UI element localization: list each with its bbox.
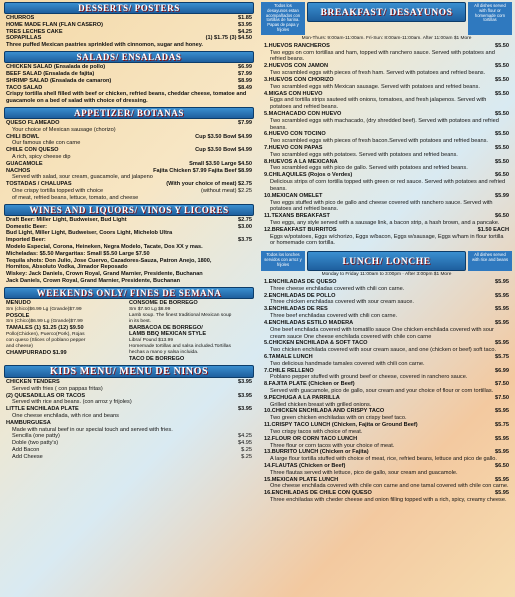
line-text: Domestic Beer:	[6, 223, 48, 230]
item-description: Eggs and tortilla strips sauteed with onions, tomatoes, and fresh jalapenos. Served with potatoes and refried beans.	[270, 97, 487, 111]
item-price: $7.50	[495, 394, 509, 401]
line-price: Fajita Chicken $7.99 Fajita Beef $8.99	[153, 167, 252, 174]
salad-item	[6, 78, 252, 85]
appetizer-line	[6, 140, 252, 147]
item-description: Two scrambled eggs with pieces of fresh ham. Served with potatoes and refried beans.	[270, 70, 486, 77]
item-description: Served with guacamole, pico de gallo, sour cream and your choice of flour or corn tortillas.	[270, 388, 494, 395]
breakfast-hours: Mon-Thurs: 9:00am-11:00am. Fri-Sun: 8:00am-11:00am. After 11:00am $1 More	[301, 35, 472, 41]
item-description: Three cheese enchiladas covered with chili con carne.	[270, 285, 405, 292]
weekend-line: CONSOME DE BORREGO	[129, 299, 198, 306]
breakfast-header	[261, 2, 512, 35]
line-text: Wiskey: Jack Daniels, Crown Royal, Grand Marnier, Presidente, Buchanan	[6, 271, 203, 278]
item-note: Three puffed Mexican pastries sprinkled with cinnomon, sugar and honey.	[6, 42, 203, 49]
item-name: 14.FLAUTAS (Chicken or Beef)	[264, 462, 346, 469]
lunch-section	[258, 279, 515, 504]
lunch-item	[264, 449, 509, 456]
line-price: $4.95	[238, 440, 252, 447]
item-price: $6.50	[495, 462, 509, 469]
line-text: Imported Beer:	[6, 237, 46, 244]
kids-line	[6, 440, 252, 447]
breakfast-item	[264, 91, 509, 98]
appetizer-line	[6, 154, 252, 161]
item-name: 16.ENCHILADAS DE CHILE CON QUESO	[264, 490, 372, 497]
lunch-item	[264, 340, 509, 347]
item-price: $5.50	[495, 76, 509, 83]
breakfast-item	[264, 172, 509, 179]
item-price: $6.99	[495, 367, 509, 374]
line-price: $3.95	[238, 406, 252, 413]
wine-line	[6, 217, 252, 224]
line-price: $3.95	[238, 392, 252, 399]
line-text: Tequila shots: Don Julio, Jose Cuervo, Cazadores-Sauza, Patron Anejo, 1800,	[6, 257, 212, 264]
item-price: $5.50	[495, 42, 509, 49]
item-description: Three enchiladas with cheder cheese and onion filling topped with a rich, spicy, creamy cheese.	[270, 497, 507, 504]
appetizer-line	[6, 168, 252, 175]
item-name: 2.HUEVOS CON JAMON	[264, 63, 329, 70]
item-name: 10.CHICKEN ENCHILADA AND CRISPY TACO	[264, 408, 385, 415]
appetizer-line	[6, 147, 252, 154]
item-price: $1.50 EACH	[477, 226, 509, 233]
item-price: $5.75	[495, 422, 509, 429]
kids-line	[6, 379, 252, 386]
lunch-tag-right: All dishes served with rice and beans	[468, 251, 512, 271]
item-price: $5.95	[495, 279, 509, 286]
wine-line	[6, 237, 252, 244]
line-price: $.25	[241, 447, 252, 454]
item-price: $5.50	[495, 145, 509, 151]
appetizer-line	[6, 181, 252, 188]
item-name: 5.CHICKEN ENCHILADA & SOFT TACO	[264, 340, 368, 347]
wine-line	[6, 244, 252, 251]
item-description: Two scrambled eggs with potatoes. Served with potatoes and refried beans.	[270, 151, 458, 158]
weekend-line: TACO DE BORREGO	[129, 356, 185, 363]
item-description: Three flautas served with lettuce, pico de gallo, sour cream and guacamole.	[270, 469, 458, 476]
item-price: $6.50	[495, 172, 509, 179]
lunch-banner: LUNCH/ LONCHE	[307, 251, 466, 271]
item-description: Two delicious handmade tamales covered with chili con carne.	[270, 360, 425, 367]
line-text: Draft Beer: Miller Light, Budweiser, Bud Light	[6, 216, 127, 223]
line-text: Doble (two patty's)	[12, 440, 59, 447]
item-price: $7.50	[495, 381, 509, 388]
item-description: Two eggs, any style served with a sausage link, a bacon strip, a hash brown, and a pancake.	[270, 219, 500, 226]
weekend-line: Pollo(Chicken), Puerco(Pork), Rojas	[6, 332, 85, 338]
appetizer-line	[6, 161, 252, 168]
item-price: $3.95	[238, 21, 252, 28]
appetizer-line	[6, 134, 252, 141]
wines-banner: WINES AND LIQUORS/ VINOS Y LICORES	[4, 204, 254, 216]
item-name: 11.CRISPY TACO LUNCH (Chicken, Fajita or Ground Beef)	[264, 422, 418, 429]
item-description: Grilled chicken breast with grilled onions.	[270, 401, 372, 408]
appetizer-line	[6, 174, 252, 181]
item-name: 8.FAJITA PLATE (Chicken or Beef)	[264, 381, 355, 388]
breakfast-item	[264, 43, 509, 50]
lunch-item	[264, 279, 509, 286]
breakfast-item	[264, 159, 509, 166]
salad-item	[6, 85, 252, 92]
item-name: 10.MEXICAN OMELET	[264, 192, 323, 199]
line-text: TOSTADAS / CHALUPAS	[6, 181, 72, 188]
wines-section	[0, 217, 258, 285]
dessert-item	[6, 35, 252, 42]
item-price: $5.50	[495, 90, 509, 97]
line-text: One cheese enchilada, with rice and beans	[12, 413, 119, 420]
dessert-item	[6, 29, 252, 36]
line-text: of meat, refried beans, lettuce, tomato, and cheese	[12, 194, 139, 201]
line-price: $.25	[241, 453, 252, 460]
item-price: $6.50	[495, 213, 509, 220]
appetizer-line	[6, 195, 252, 202]
line-price: $3.95	[238, 378, 252, 385]
kids-line	[6, 399, 252, 406]
weekend-line: Sm (Chico)$6.99 Lg (Grande)$7.99	[6, 319, 83, 325]
weekend-line: hechas a mano y salsa incluida.	[129, 350, 199, 356]
item-name: 12.FLOUR OR CORN TACO LUNCH	[264, 435, 358, 442]
weekends-banner: WEEKENDS ONLY/ FINES DE SEMANA	[4, 287, 254, 299]
item-price: (1) $1.75 (3) $4.50	[205, 35, 252, 42]
item-description: Three flour or corn tacos with your choice of meat.	[270, 442, 395, 449]
lunch-item	[264, 490, 509, 497]
breakfast-item	[264, 77, 509, 84]
item-name: 11.TEXANS BREAKFAST	[264, 213, 330, 220]
item-price: $5.95	[495, 449, 509, 456]
item-price: $5.50	[495, 158, 509, 165]
line-price: Cup $3.50 Bowl $4.99	[195, 133, 252, 140]
item-note: Crispy tortilla shell filled with beef or chicken, refried beans, cheddar cheese, tomatoe and guacamole on a bed of salad with choice of dressing.	[6, 91, 247, 105]
item-price: $5.95	[495, 292, 509, 299]
line-price: $3.75	[238, 237, 252, 244]
lunch-hours: Monday to Friday 11:00am to 3:00pm · After 3:00pm $1 More	[321, 272, 452, 278]
breakfast-item	[264, 63, 509, 70]
lunch-tag-left: Todos los lonches servidos con arroz y frijoles	[261, 251, 305, 271]
item-name: 7.CHILE RELLENO	[264, 367, 314, 374]
item-description: Two scrambled eggs with pieces of fresh bacon.Served with potatoes and refried beans.	[270, 138, 488, 145]
wine-line	[6, 278, 252, 285]
item-price: $5.95	[495, 306, 509, 313]
item-description: One cheese enchilada covered with chile con carne and one tamal covered with chile con carne.	[270, 483, 509, 490]
kids-line	[6, 386, 252, 393]
breakfast-section	[258, 43, 515, 247]
line-text: Jack Daniels, Crown Royal, Grand Marnier, Presidente, Buchanan	[6, 278, 181, 284]
item-description: Poblano pepper stuffed with ground beef or cheese, covered in ranchero sauce.	[270, 374, 468, 381]
lunch-item	[264, 306, 509, 313]
item-price: $8.99	[238, 77, 252, 84]
line-text: NACHOS	[6, 167, 31, 174]
line-text: Your choice of Mexican sausage (chorizo)	[12, 126, 116, 133]
kids-line	[6, 406, 252, 413]
breakfast-item	[264, 213, 509, 220]
item-name: TRES LECHES CAKE	[6, 28, 63, 35]
weekend-line: and cheese)	[6, 344, 33, 350]
item-name: BEEF SALAD (Ensalada de fajita)	[6, 70, 95, 77]
breakfast-item	[264, 227, 509, 234]
line-price: (With your choice of meat) $2.75	[166, 181, 252, 188]
item-price: $5.50	[495, 110, 509, 117]
line-price: Cup $3.50 Bowl $4.99	[195, 147, 252, 154]
lunch-item	[264, 477, 509, 484]
line-text: Served with rice and beans. (con arroz y frijoles)	[12, 399, 132, 406]
item-price: $5.95	[495, 476, 509, 483]
item-price: $5.50	[495, 131, 509, 138]
weekends-left	[6, 300, 129, 363]
item-price: $5.95	[495, 408, 509, 415]
item-description: Eggs w/potatoes, Eggs w/chorizo, Eggs w/bacon, Eggs w/sausage, Eggs w/ham in flour tortilla or homemade corn tortilla.	[270, 233, 504, 247]
line-text: QUESO FLAMEADO	[6, 119, 60, 126]
lunch-header	[261, 251, 512, 271]
line-text: Sencilla (one patty)	[12, 433, 60, 440]
item-description: Two scrambled eggs with pico de gallo. Served with potatoes and refried beans.	[270, 165, 468, 172]
item-description: Three chicken enchiladas covered with sour cream sauce.	[270, 299, 414, 306]
line-text: CHICKEN TENDERS	[6, 378, 60, 385]
line-text: A rich, spicy cheese dip	[12, 154, 71, 160]
item-name: 8.HUEVOS A LA MEXICANA	[264, 158, 338, 165]
item-description: Two scrambled eggs with Mexican sausage. Served with potatoes and refried beans.	[270, 83, 480, 90]
line-text: Served with fries ( con pappas fritas)	[12, 385, 103, 392]
line-price: $3.00	[238, 223, 252, 230]
item-name: 15.MEXICAN PLATE LUNCH	[264, 476, 339, 483]
appetizer-section	[0, 120, 258, 202]
item-description: Three beef enchiladas covered with chili con carne.	[270, 313, 398, 320]
breakfast-item	[264, 131, 509, 138]
item-name: 4.ENCHILADAS ESTILO MADERA	[264, 319, 354, 326]
item-name: 2.ENCHILADAS DE POLLO	[264, 292, 336, 299]
salad-item	[6, 64, 252, 71]
line-price: (without meat) $2.25	[201, 188, 252, 195]
right-column	[258, 0, 515, 504]
left-column	[0, 0, 258, 461]
item-name: 1.HUEVOS RANCHEROS	[264, 42, 330, 49]
item-price: $5.95	[495, 319, 509, 326]
lunch-item	[264, 368, 509, 375]
item-name: SHRIMP SALAD (Ensalada de camaron)	[6, 77, 112, 84]
breakfast-tag-left: Todos los desayunos estan acompañados con tortillas de harina. Papas de papa y frijoles	[261, 2, 305, 35]
kids-line	[6, 420, 252, 427]
line-text: CHILE CON QUESO	[6, 147, 59, 154]
line-text: CHILI BOWL	[6, 133, 40, 140]
lunch-item	[264, 354, 509, 361]
line-text: Micheladas: $5.50 Margaritas: Small $5.50 Large $7.50	[6, 250, 150, 257]
item-price: $5.95	[495, 435, 509, 442]
item-description: Two green chicken enchiladas with on crispy beef taco.	[270, 415, 407, 422]
appetizer-line	[6, 120, 252, 127]
item-price: $8.49	[238, 84, 252, 91]
kids-line	[6, 393, 252, 400]
line-text: Made with natural beef in our special touch and served with fries.	[12, 426, 173, 433]
item-description: Two eggs stuffed with pico de gallo and cheese covered with ranchero sauce. Served with potatoes and refried beans.	[270, 199, 493, 213]
item-name: 4.MIGAS CON HUEVO	[264, 90, 323, 97]
breakfast-tag-right: All dishes served with flour or homemade corn tortillas	[468, 2, 512, 35]
kids-section	[0, 379, 258, 461]
wine-line	[6, 258, 252, 265]
weekend-line: Libra/ Pound $13.99	[129, 338, 174, 344]
item-description: Delicious strips of corn tortilla topped with green or red sauce. Served with potatoes and refried beans.	[270, 179, 506, 192]
weekend-line: con queso (Slices of poblano pepper	[6, 338, 86, 344]
lunch-item	[264, 293, 509, 300]
item-name: 1.ENCHILADAS DE QUESO	[264, 279, 337, 286]
item-price: $5.75	[495, 353, 509, 360]
item-description: Two crispy tacos with choice of meat.	[270, 428, 363, 435]
dessert-item	[6, 15, 252, 22]
item-description: A large flour tortilla stuffed with choice of meat, rice, refried beans, lettuce and pico de gallo.	[270, 456, 497, 463]
breakfast-item	[264, 193, 509, 200]
item-price: $5.99	[495, 192, 509, 199]
kids-line	[6, 413, 252, 420]
lunch-item	[264, 381, 509, 388]
wine-line	[6, 251, 252, 258]
line-price: Small $3.50 Large $4.50	[189, 160, 252, 167]
item-name: 3.ENCHILADAS DE RES	[264, 306, 328, 313]
weekend-line: BARBACOA DE BORREGO/	[129, 324, 203, 331]
kids-line	[6, 427, 252, 434]
line-text: (2) QUESADILLAS OR TACOS	[6, 392, 86, 399]
line-price: $7.99	[238, 119, 252, 126]
line-text: Hornitos, Absoluto Vodka, Jimador Reposado	[6, 264, 128, 271]
line-text: HAMBURGUESA	[6, 419, 51, 426]
weekend-line: TAMALES (1) $1.25 (12) $9.50	[6, 325, 84, 332]
line-text: Add Cheese	[12, 453, 43, 460]
desserts-banner: DESSERTS/ POSTERS	[4, 2, 254, 14]
desserts-section	[0, 15, 258, 49]
weekend-line: in its best.	[129, 318, 152, 324]
lunch-item	[264, 436, 509, 443]
lunch-item	[264, 422, 509, 429]
item-name: HOME MADE FLAN (FLAN CASERO)	[6, 21, 103, 28]
lunch-item	[264, 463, 509, 470]
item-name: 13.BURRITO LUNCH (Chicken or Fajita)	[264, 449, 369, 456]
item-name: 7.HUEVO CON PAPAS	[264, 145, 323, 151]
item-name: SOPAPILLAS	[6, 35, 42, 42]
line-text: Served with salad, sour cream, guacamole, and jalapeno	[12, 174, 153, 181]
kids-banner: KIDS MENU/ MENU DE NINOS	[4, 365, 254, 378]
salad-item	[6, 71, 252, 78]
item-description: Two eggs on corn tortillas and ham, topped with ranchero sauce. Served with potatoes and refried beans.	[270, 49, 495, 63]
wine-line	[6, 230, 252, 237]
line-text: Our famous chile con carne	[12, 140, 81, 147]
kids-line	[6, 447, 252, 454]
breakfast-item	[264, 145, 509, 152]
wine-line	[6, 271, 252, 278]
wine-line	[6, 264, 252, 271]
weekends-right	[129, 300, 252, 363]
item-name: 6.HUEVO CON TOCINO	[264, 131, 326, 138]
item-description: Two scrambled eggs with machacado, (dry shredded beef). Served with potatoes and refried beans.	[270, 117, 499, 131]
line-price: $4.25	[238, 433, 252, 440]
item-name: 9.CHILAQUILES (Rojos o Verdes)	[264, 172, 353, 179]
line-text: Modelo Especial, Corona, Heineken, Negra Modelo, Tacate, Dos XX y mas.	[6, 243, 203, 250]
item-price: $5.95	[495, 490, 509, 497]
weekend-line: Lamb soup. The finest traditional Mexican soup	[129, 312, 232, 318]
line-text: LITTLE ENCHILADA PLATE	[6, 406, 79, 413]
weekend-line: LAMB BBQ MEXICAN STYLE	[129, 331, 207, 338]
item-price: $4.25	[238, 28, 252, 35]
weekend-line: CHAMPURRADO $1.99	[6, 350, 67, 357]
wine-line	[6, 224, 252, 231]
item-price: $1.85	[238, 15, 252, 21]
appetizer-line	[6, 188, 252, 195]
breakfast-item	[264, 111, 509, 118]
item-name: TACO SALAD	[6, 84, 43, 91]
weekend-line: Homemade tortillas and salsa included.Tortillas	[129, 344, 231, 350]
item-description: One beef enchilada covered with tomatillo sauce One chicken enchilada covered with sour cream sauce One cheese enchilada covered with chile con carne	[270, 326, 494, 340]
line-text: One crispy tortilla topped with choice	[12, 188, 104, 195]
breakfast-banner: BREAKFAST/ DESAYUNOS	[307, 2, 466, 22]
weekend-line: Sm (chico)$6.99 Lg (Grande)$7.99	[6, 306, 82, 312]
item-name: 12.BREAKFAST BURRITOS	[264, 226, 337, 233]
dessert-item	[6, 22, 252, 29]
lunch-item	[264, 408, 509, 415]
item-price: $7.99	[238, 70, 252, 77]
item-name: CHURROS	[6, 15, 35, 21]
line-text: Add Bacon	[12, 447, 40, 454]
item-name: 6.TAMALE LUNCH	[264, 353, 313, 360]
item-name: 5.MACHACADO CON HUEVO	[264, 110, 342, 117]
weekend-line: POSOLE	[6, 312, 30, 319]
item-name: 3.HUEVOS CON CHORIZO	[264, 76, 334, 83]
line-text: GUACAMOLE	[6, 160, 43, 167]
kids-line	[6, 454, 252, 461]
salads-section	[0, 64, 258, 105]
weekends-section	[0, 300, 258, 363]
weekend-line: MENUDO	[6, 299, 31, 306]
lunch-item	[264, 320, 509, 327]
item-price: $6.99	[238, 64, 252, 71]
item-price: $5.50	[495, 63, 509, 70]
item-price: $5.95	[495, 340, 509, 347]
weekend-line: Sm $7.50 Lg $8.99	[129, 306, 171, 312]
appetizer-line	[6, 127, 252, 134]
salads-banner: SALADS/ ENSALADAS	[4, 51, 254, 63]
kids-line	[6, 433, 252, 440]
lunch-item	[264, 395, 509, 402]
line-price: $2.75	[238, 216, 252, 223]
appetizer-banner: APPETIZER/ BOTANAS	[4, 107, 254, 119]
line-text: Bud Light, Miller Light, Budweiser, Coors Light, Michelob Ultra	[6, 230, 173, 237]
item-description: Two chicken enchilada covered with sour cream sauce, and one (chicken or beef) soft taco.	[270, 347, 497, 354]
item-name: CHICKEN SALAD (Ensalada de pollo)	[6, 64, 106, 71]
item-name: 9.PECHUGA A LA PARRILLA	[264, 394, 340, 401]
